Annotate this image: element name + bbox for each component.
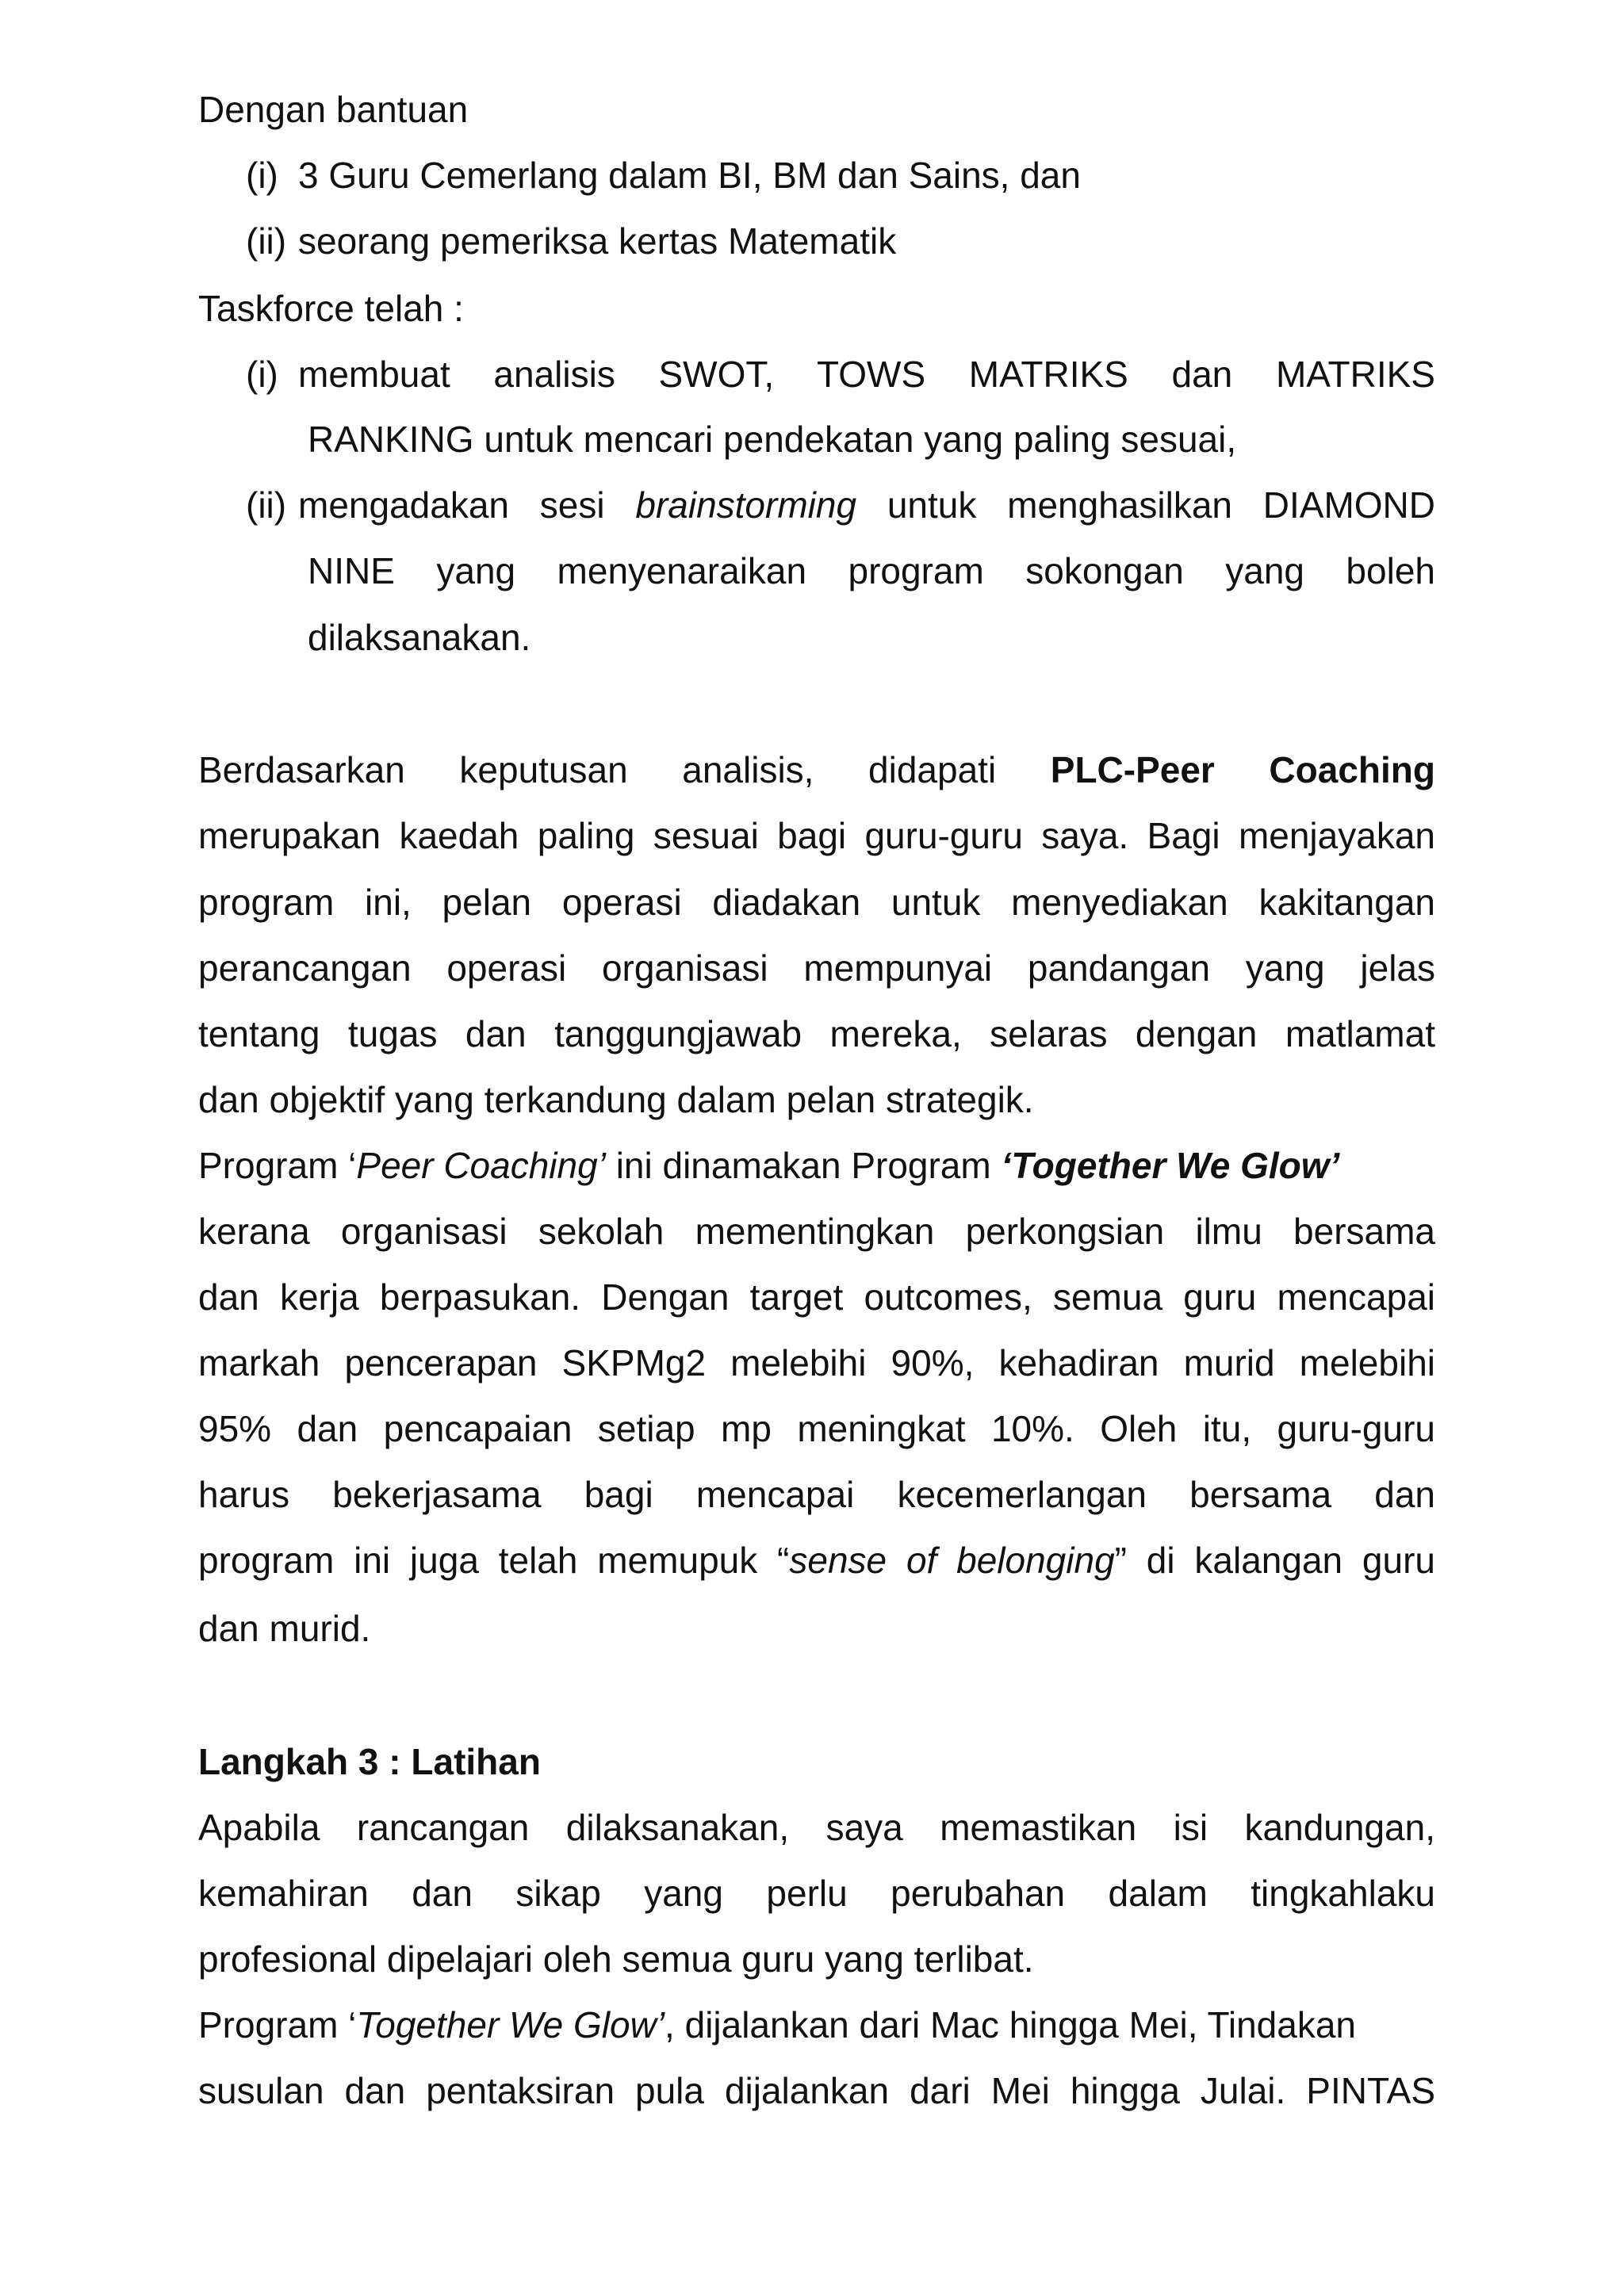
intro-line: Dengan bantuan xyxy=(198,89,469,130)
taskforce-item-2-line-2: NINE yang menyenaraikan program sokongan yang boleh xyxy=(308,550,1435,591)
para2-line-8: dan murid. xyxy=(198,1608,371,1649)
intro-item-1-num: (i) xyxy=(246,155,278,196)
para1-line-1 xyxy=(198,746,1435,794)
para2-line-2: kerana organisasi sekolah mementingkan perkongsian ilmu bersama xyxy=(198,1211,1435,1252)
brainstorming-term: brainstorming xyxy=(635,484,857,526)
taskforce-title: Taskforce telah : xyxy=(198,288,464,329)
together-we-glow-term: ‘Together We Glow’ xyxy=(1001,1145,1340,1186)
intro-item-2-num: (ii) xyxy=(246,220,287,262)
text-span: program ini juga telah memupuk “ xyxy=(198,1540,790,1581)
intro-item-2 xyxy=(246,217,1435,265)
section3-line-2: kemahiran dan sikap yang perlu perubahan dalam tingkahlaku xyxy=(198,1873,1435,1914)
para1-line-3: program ini, pelan operasi diadakan untuk menyediakan kakitangan xyxy=(198,882,1435,923)
text-span: Program ‘ xyxy=(198,2004,357,2045)
intro-item-2-text: seorang pemeriksa kertas Matematik xyxy=(298,220,897,262)
taskforce-item-2-num: (ii) xyxy=(246,484,287,526)
section3-line-5: susulan dan pentaksiran pula dijalankan dari Mei hingga Julai. PINTAS xyxy=(198,2070,1435,2111)
text-span: , dijalankan dari Mac hingga Mei, Tindakan xyxy=(665,2004,1357,2045)
para2-line-4: markah pencerapan SKPMg2 melebihi 90%, kehadiran murid melebihi xyxy=(198,1342,1435,1383)
intro-item-1-text: 3 Guru Cemerlang dalam BI, BM dan Sains, dan xyxy=(298,155,1081,196)
section3-line-4 xyxy=(198,2001,1435,2049)
taskforce-item-1-text: membuat analisis SWOT, TOWS MATRIKS dan MATRIKS xyxy=(298,354,1435,395)
peer-coaching-term: Peer Coaching’ xyxy=(356,1145,606,1186)
para2-line-5: 95% dan pencapaian setiap mp meningkat 10%. Oleh itu, guru-guru xyxy=(198,1408,1435,1449)
para1-line-5: tentang tugas dan tanggungjawab mereka, selaras dengan matlamat xyxy=(198,1013,1435,1054)
para1-line-4: perancangan operasi organisasi mempunyai pandangan yang jelas xyxy=(198,947,1435,989)
section3-line-1: Apabila rancangan dilaksanakan, saya memastikan isi kandungan, xyxy=(198,1807,1435,1848)
section-heading: Langkah 3 : Latihan xyxy=(198,1741,541,1782)
para2-line-1 xyxy=(198,1142,1435,1189)
para2-line-6: harus bekerjasama bagi mencapai kecemerlangan bersama dan xyxy=(198,1474,1435,1515)
taskforce-item-2-line-1 xyxy=(246,481,1435,529)
text-span: untuk menghasilkan DIAMOND xyxy=(856,484,1435,526)
section3-line-3: profesional dipelajari oleh semua guru yang terlibat. xyxy=(198,1938,1034,1980)
text-span: mengadakan sesi xyxy=(298,484,636,526)
text-span: Program ‘ xyxy=(198,1145,357,1186)
taskforce-item-1-line-1 xyxy=(246,350,1435,398)
intro-item-1 xyxy=(246,151,1435,199)
taskforce-item-1-line-2: RANKING untuk mencari pendekatan yang paling sesuai, xyxy=(308,419,1237,460)
together-we-glow-term: Together We Glow’ xyxy=(356,2004,665,2045)
text-span: Berdasarkan keputusan analisis, didapati xyxy=(198,749,1051,790)
plc-peer-coaching-term: PLC-Peer Coaching xyxy=(1050,749,1435,790)
para2-line-7 xyxy=(198,1536,1435,1584)
taskforce-item-2-line-3: dilaksanakan. xyxy=(308,617,531,658)
taskforce-item-1-num: (i) xyxy=(246,354,278,395)
para2-line-3: dan kerja berpasukan. Dengan target outcomes, semua guru mencapai xyxy=(198,1276,1435,1318)
para1-line-2: merupakan kaedah paling sesuai bagi guru-guru saya. Bagi menjayakan xyxy=(198,815,1435,856)
text-span: ” di kalangan guru xyxy=(1114,1540,1436,1581)
sense-of-belonging-term: sense of belonging xyxy=(789,1540,1115,1581)
para1-line-6: dan objektif yang terkandung dalam pelan strategik. xyxy=(198,1079,1034,1120)
text-span: ini dinamakan Program xyxy=(605,1145,1002,1186)
